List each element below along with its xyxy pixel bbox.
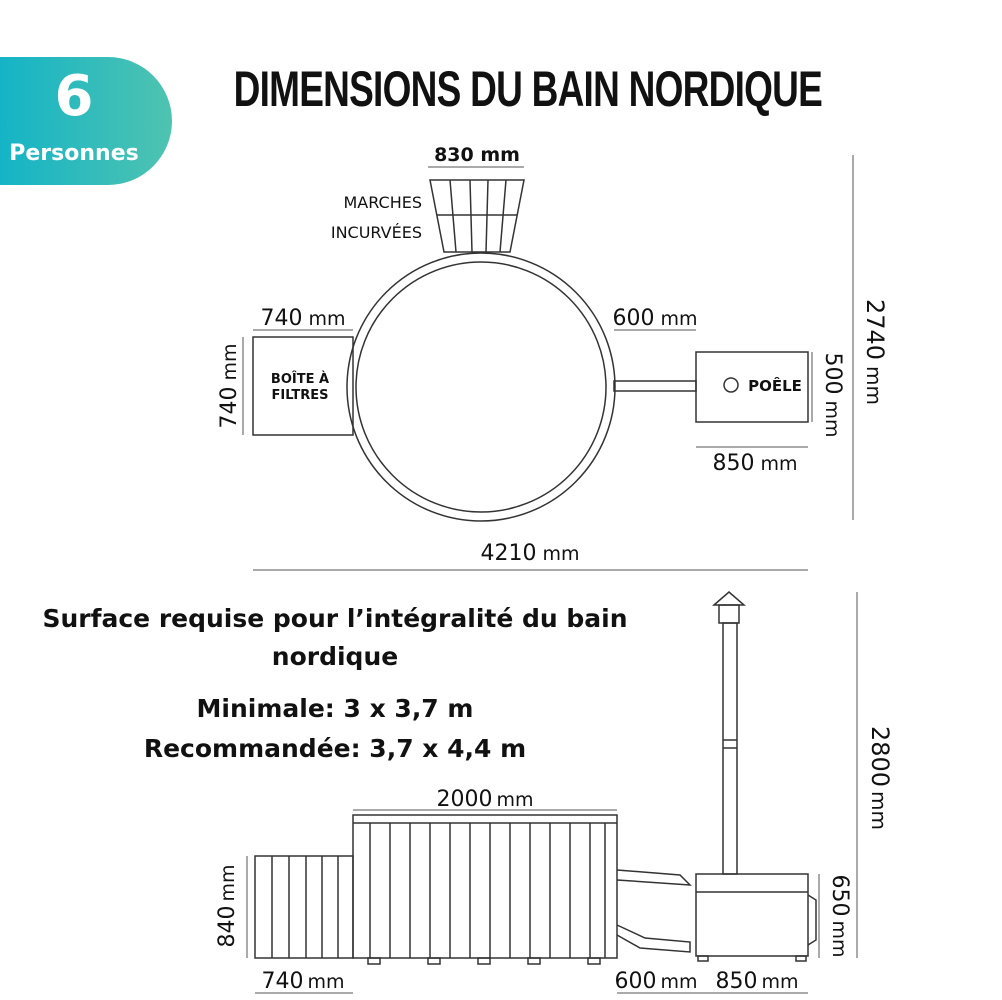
stove-side — [696, 874, 816, 961]
chimney-side — [714, 592, 744, 874]
stove-depth-label: 500mm — [820, 352, 845, 438]
tub-outer-ring — [347, 253, 615, 521]
total-height-label: 2800mm — [866, 725, 894, 831]
top-view — [217, 144, 889, 570]
steps-width-label: 830 mm — [434, 144, 520, 166]
stove-label: POÊLE — [748, 377, 802, 395]
filter-box-label-line1: BOÎTE À — [270, 372, 330, 387]
pipes-side — [617, 870, 690, 952]
steps-label-line2: INCURVÉES — [330, 223, 422, 242]
surface-heading: Surface requise pour l’intégralité du bain nordique — [42, 604, 628, 671]
curved-steps — [430, 180, 524, 252]
tub-height-label: 840mm — [215, 864, 240, 948]
tub-side — [353, 815, 617, 964]
filter-box-width-label: 740 mm — [260, 306, 346, 331]
stove-width-label: 850 mm — [712, 451, 798, 476]
side-pipe-length-label: 600 mm — [614, 969, 698, 994]
filter-box-label-line2: FILTRES — [271, 388, 329, 403]
steps-side — [255, 856, 353, 958]
stove-pipe — [614, 381, 696, 391]
steps-length-label: 740 mm — [261, 969, 345, 994]
stove-chimney-icon — [724, 378, 738, 392]
stove-height-label: 650mm — [827, 874, 852, 958]
pipe-length-label: 600 mm — [612, 306, 698, 331]
capacity-label: Personnes — [9, 141, 139, 166]
total-width-label: 4210 mm — [480, 541, 580, 566]
tub-inner-ring — [356, 262, 606, 512]
surface-minimal: Minimale: 3 x 3,7 m — [196, 694, 474, 723]
capacity-number: 6 — [54, 64, 94, 129]
total-depth-label: 2740mm — [861, 298, 889, 406]
page-title: DIMENSIONS DU BAIN NORDIQUE — [233, 61, 823, 117]
steps-label-line1: MARCHES — [343, 193, 422, 212]
filter-box-depth-label: 740mm — [217, 343, 242, 429]
tub-length-label: 2000 mm — [436, 787, 534, 812]
side-stove-length-label: 850 mm — [715, 969, 799, 994]
surface-recommended: Recommandée: 3,7 x 4,4 m — [143, 734, 527, 763]
